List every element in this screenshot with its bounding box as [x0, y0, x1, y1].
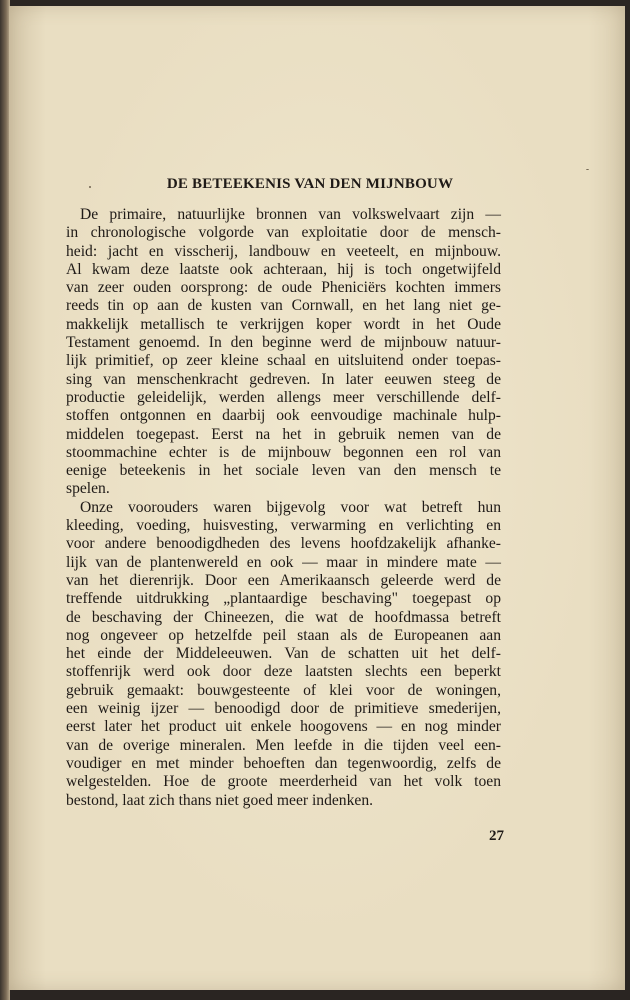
text-line: een weinig ijzer — benoodigd door de primitieve smederijen,: [66, 700, 501, 718]
paper-speck: [586, 169, 589, 170]
text-line: van de overige mineralen. Men leefde in die tijden veel een-: [66, 736, 501, 754]
page-number: 27: [489, 828, 504, 844]
text-line: nog ongeveer op hetzelfde peil staan als de Europeanen aan: [66, 626, 501, 644]
text-line: Al kwam deze laatste ook achteraan, hij is toch ongetwijfeld: [66, 260, 501, 278]
text-line: makkelijk metallisch te verkrijgen koper wordt in het Oude: [66, 315, 501, 333]
text-line: spelen.: [66, 480, 110, 498]
text-line: De primaire, natuurlijke bronnen van volkswelvaart zijn —: [80, 206, 501, 223]
text-line: gebruik gemaakt: bouwgesteente of klei voor de woningen,: [66, 681, 501, 699]
text-line: heid: jacht en visscherij, landbouw en veeteelt, en mijnbouw.: [66, 242, 501, 260]
text-line: kleeding, voeding, huisvesting, verwarming en verlichting en: [66, 517, 501, 535]
text-line: eerst later het product uit enkele hoogovens — en nog minder: [66, 718, 501, 736]
text-line: stoommachine echter is de mijnbouw begonnen een rol van: [66, 443, 501, 461]
text-line: eenige beteekenis in het sociale leven van den mensch te: [66, 462, 501, 480]
body-text: [66, 206, 501, 810]
paragraph: [66, 206, 501, 499]
chapter-heading: DE BETEEKENIS VAN DEN MIJNBOUW: [166, 176, 454, 192]
text-line: stoffen ontgonnen en daarbij ook eenvoudige machinale hulp-: [66, 407, 501, 425]
text-line: lijk primitief, op zeer kleine schaal en uitsluitend onder toepas-: [66, 352, 501, 370]
text-line: de beschaving der Chineezen, die wat de hoofdmassa betreft: [66, 608, 501, 626]
text-line: stoffenrijk werd ook door deze laatsten slechts een beperkt: [66, 663, 501, 681]
text-line: in chronologische volgorde van exploitatie door de mensch-: [66, 224, 501, 242]
text-line: van het dierenrijk. Door een Amerikaansch geleerde werd de: [66, 571, 501, 589]
text-line: Testament genoemd. In den beginne werd de mijnbouw natuur-: [66, 334, 501, 352]
text-line: voudiger en met minder behoeften dan tegenwoordig, zelfs de: [66, 754, 501, 772]
text-line: Onze voorouders waren bijgevolg voor wat betreft hun: [80, 498, 501, 516]
text-line: het einde der Middeleeuwen. Van de schatten uit het delf-: [66, 645, 501, 663]
text-line: reeds tin op aan de kusten van Cornwall, en het lang niet ge-: [66, 297, 501, 315]
text-line: productie geleidelijk, werden allengs meer verschillende delf-: [66, 388, 501, 406]
text-line: lijk van de plantenwereld en ook — maar in mindere mate —: [66, 553, 501, 571]
text-line: voor andere benoodigdheden des levens hoofdzakelijk afhanke-: [66, 535, 501, 553]
paragraph: [66, 499, 501, 810]
text-line: sing van menschenkracht gedreven. In later eeuwen steeg de: [66, 370, 501, 388]
text-line: bestond, laat zich thans niet goed meer indenken.: [66, 791, 374, 809]
text-line: welgestelden. Hoe de groote meerderheid van het volk toen: [66, 773, 501, 791]
text-line: van zeer ouden oorsprong: de oude Pheniciërs kochten immers: [66, 279, 501, 297]
text-line: treffende uitdrukking „plantaardige beschaving" toegepast op: [66, 590, 501, 608]
text-line: middelen toegepast. Eerst na het in gebruik nemen van de: [66, 425, 501, 443]
